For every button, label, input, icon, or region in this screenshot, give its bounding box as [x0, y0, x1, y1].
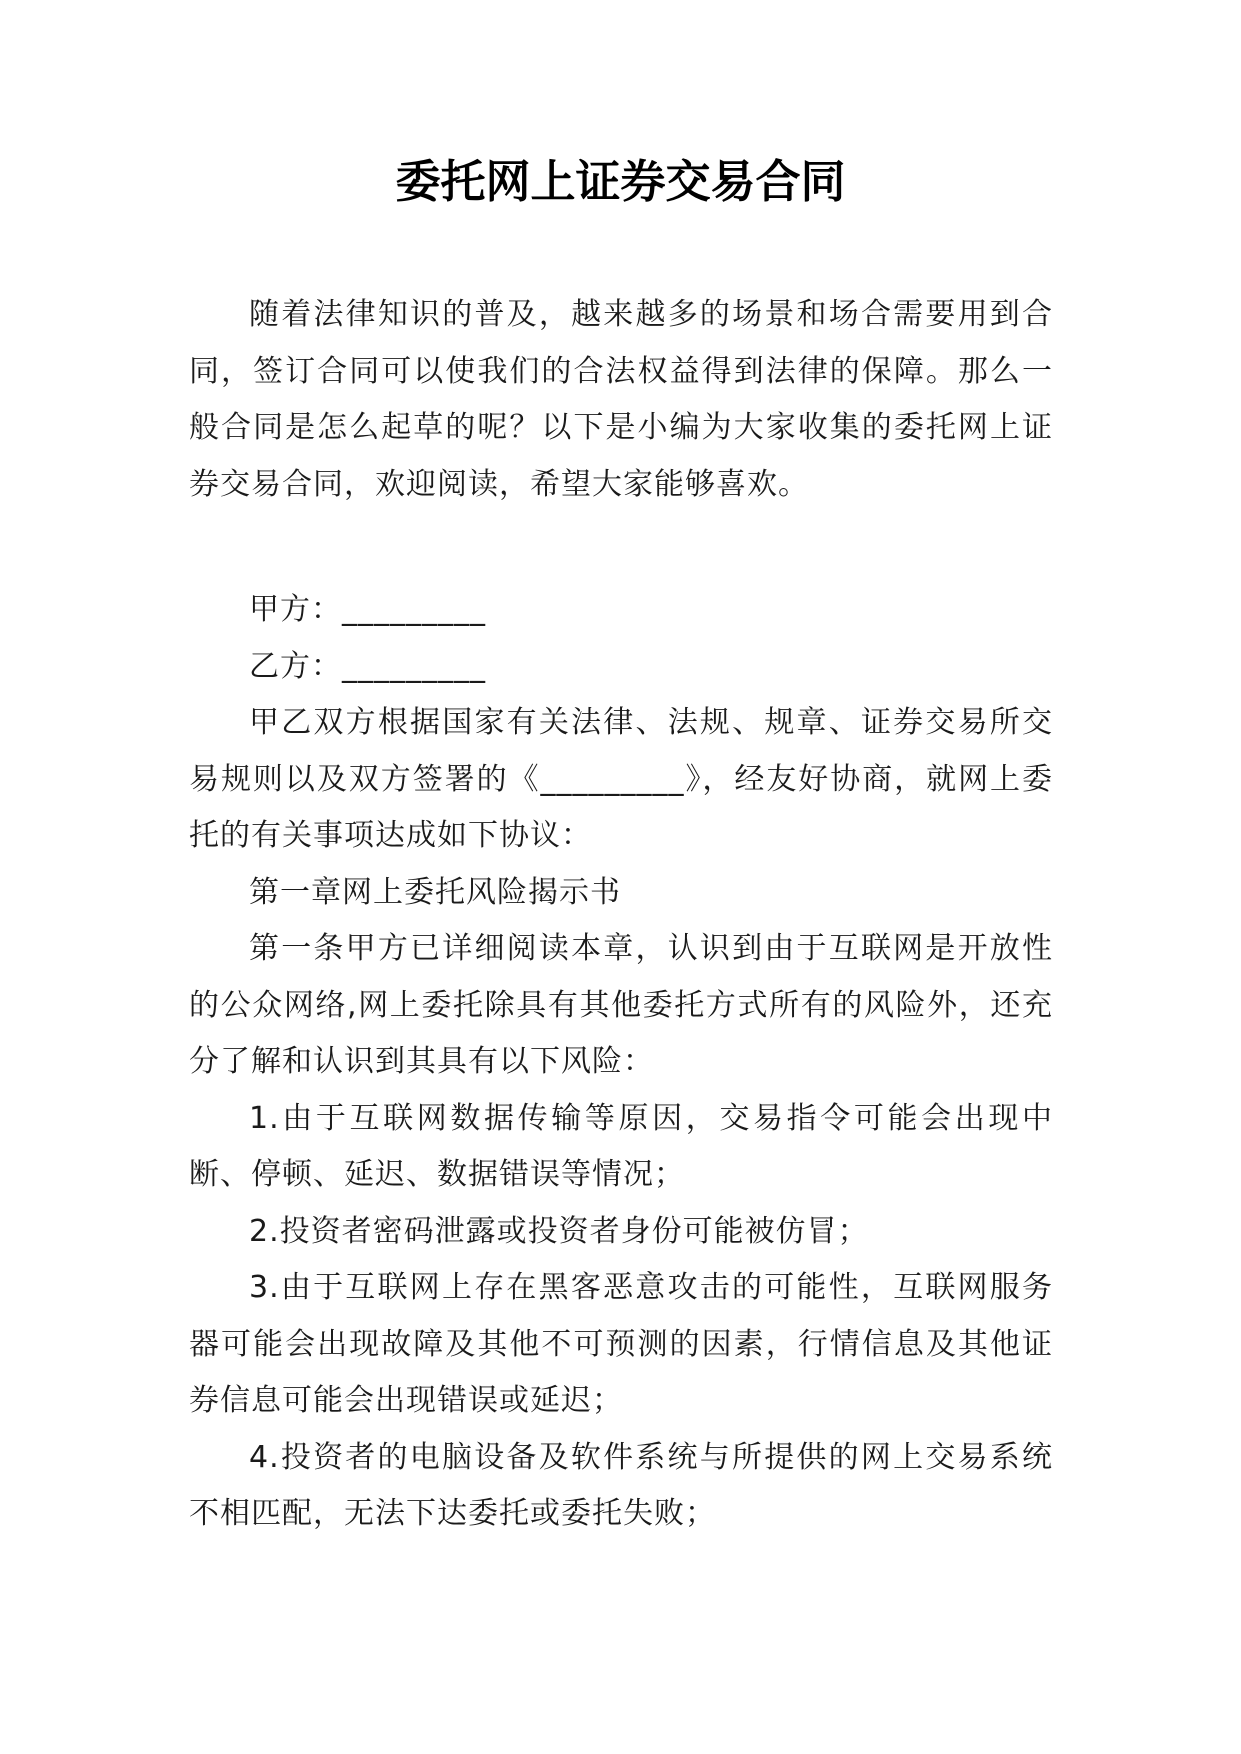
chapter-heading: 第一章网上委托风险揭示书 [249, 874, 621, 910]
risk-item-3: 3.由于互联网上存在黑客恶意攻击的可能性，互联网服务器可能会出现故障及其他不可预测的因素，行情信息及其他证券信息可能会出现错误或延迟； [189, 1270, 1053, 1418]
document-title: 委托网上证券交易合同 [395, 155, 846, 208]
article-1-paragraph: 第一条甲方已详细阅读本章，认识到由于互联网是开放性的公众网络,网上委托除具有其他委托方式所有的风险外，还充分了解和认识到其具有以下风险： [189, 931, 1053, 1079]
party-a-line: 甲方：_________ [249, 592, 486, 627]
risk-item-2: 2.投资者密码泄露或投资者身份可能被仿冒； [249, 1213, 869, 1249]
intro-paragraph: 随着法律知识的普及，越来越多的场景和场合需要用到合同，签订合同可以使我们的合法权益得到法律的保障。那么一般合同是怎么起草的呢？以下是小编为大家收集的委托网上证券交易合同，欢迎阅读，希望大家能够喜欢。 [189, 297, 1053, 502]
contract-body [189, 582, 1053, 1543]
risk-item-4: 4.投资者的电脑设备及软件系统与所提供的网上交易系统不相匹配，无法下达委托或委托失败； [189, 1439, 1053, 1531]
risk-item-1: 1.由于互联网数据传输等原因，交易指令可能会出现中断、停顿、延迟、数据错误等情况； [189, 1100, 1053, 1192]
preamble-paragraph: 甲乙双方根据国家有关法律、法规、规章、证券交易所交易规则以及双方签署的《_________》，经友好协商，就网上委托的有关事项达成如下协议： [189, 705, 1053, 853]
party-b-line: 乙方：_________ [249, 648, 486, 684]
